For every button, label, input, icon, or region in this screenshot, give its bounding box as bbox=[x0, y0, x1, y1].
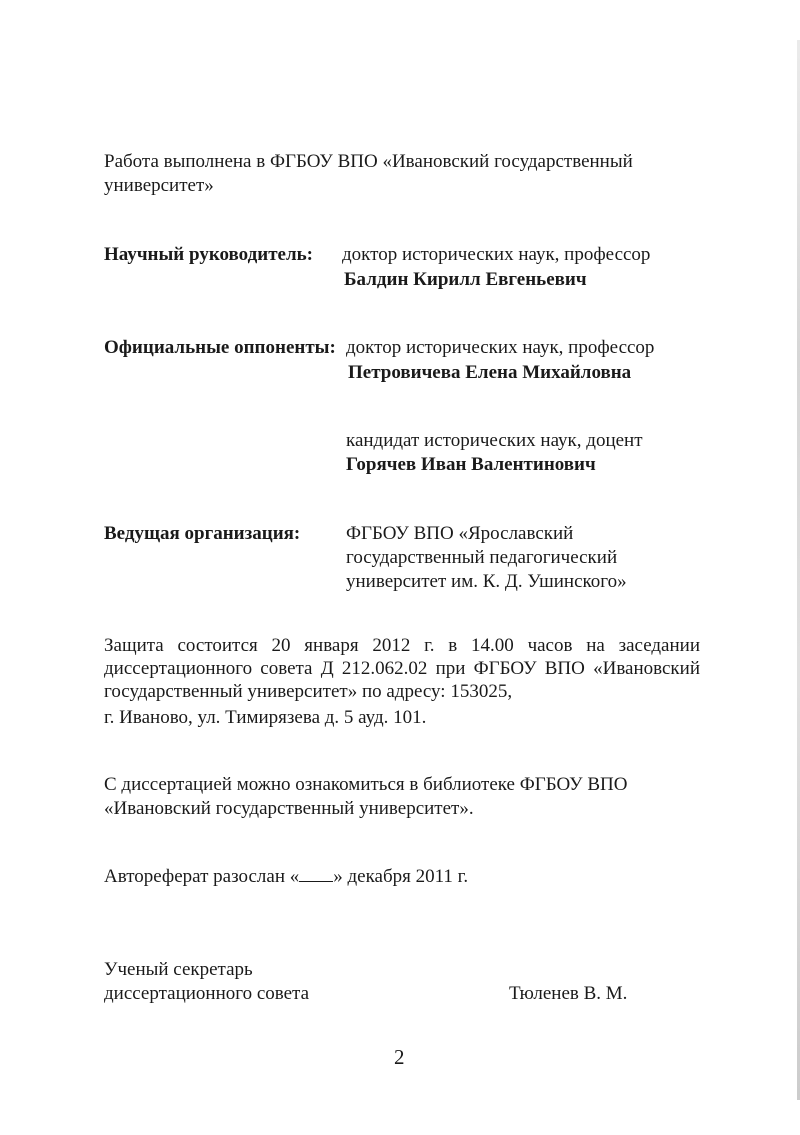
date-blank bbox=[299, 866, 333, 882]
page-number: 2 bbox=[394, 1045, 405, 1069]
leading-org-line-3: университет им. К. Д. Ушинского» bbox=[346, 571, 627, 592]
library-last-line: «Ивановский государственный университет». bbox=[104, 798, 474, 819]
leading-org-label: Ведущая организация: bbox=[104, 523, 301, 544]
opponent-1-name: Петровичева Елена Михайловна bbox=[348, 362, 632, 383]
opponent-1-degree: доктор исторических наук, профессор bbox=[346, 337, 655, 358]
supervisor-label: Научный руководитель: bbox=[104, 244, 313, 265]
supervisor-name: Балдин Кирилл Евгеньевич bbox=[344, 269, 587, 290]
distribution-line bbox=[104, 865, 468, 888]
secretary-title-1: Ученый секретарь bbox=[104, 959, 253, 980]
secretary-title-2: диссертационного совета bbox=[104, 983, 310, 1004]
opponent-2-degree: кандидат исторических наук, доцент bbox=[346, 430, 643, 451]
distribution-after: » декабря 2011 г. bbox=[333, 866, 469, 887]
opponents-label: Официальные оппоненты: bbox=[104, 337, 336, 358]
intro-line-2: университет» bbox=[104, 175, 214, 196]
leading-org-line-2: государственный педагогический bbox=[346, 547, 618, 568]
distribution-before: Автореферат разослан « bbox=[104, 866, 300, 887]
secretary-name: Тюленев В. М. bbox=[509, 983, 628, 1004]
intro-line-1: Работа выполнена в ФГБОУ ВПО «Ивановский государственный bbox=[104, 151, 633, 172]
defense-last-line: г. Иваново, ул. Тимирязева д. 5 ауд. 101. bbox=[104, 707, 427, 728]
supervisor-degree: доктор исторических наук, профессор bbox=[342, 244, 651, 265]
library-paragraph: С диссертацией можно ознакомиться в библиотеке ФГБОУ ВПО bbox=[104, 774, 628, 795]
defense-paragraph: Защита состоится 20 января 2012 г. в 14.00 часов на заседании диссертационного совета Д 212.062.02 при ФГБОУ ВПО «Ивановский государственный университет» по адресу: 153025, bbox=[104, 635, 700, 702]
opponent-2-name: Горячев Иван Валентинович bbox=[346, 454, 596, 475]
leading-org-line-1: ФГБОУ ВПО «Ярославский bbox=[346, 523, 574, 544]
